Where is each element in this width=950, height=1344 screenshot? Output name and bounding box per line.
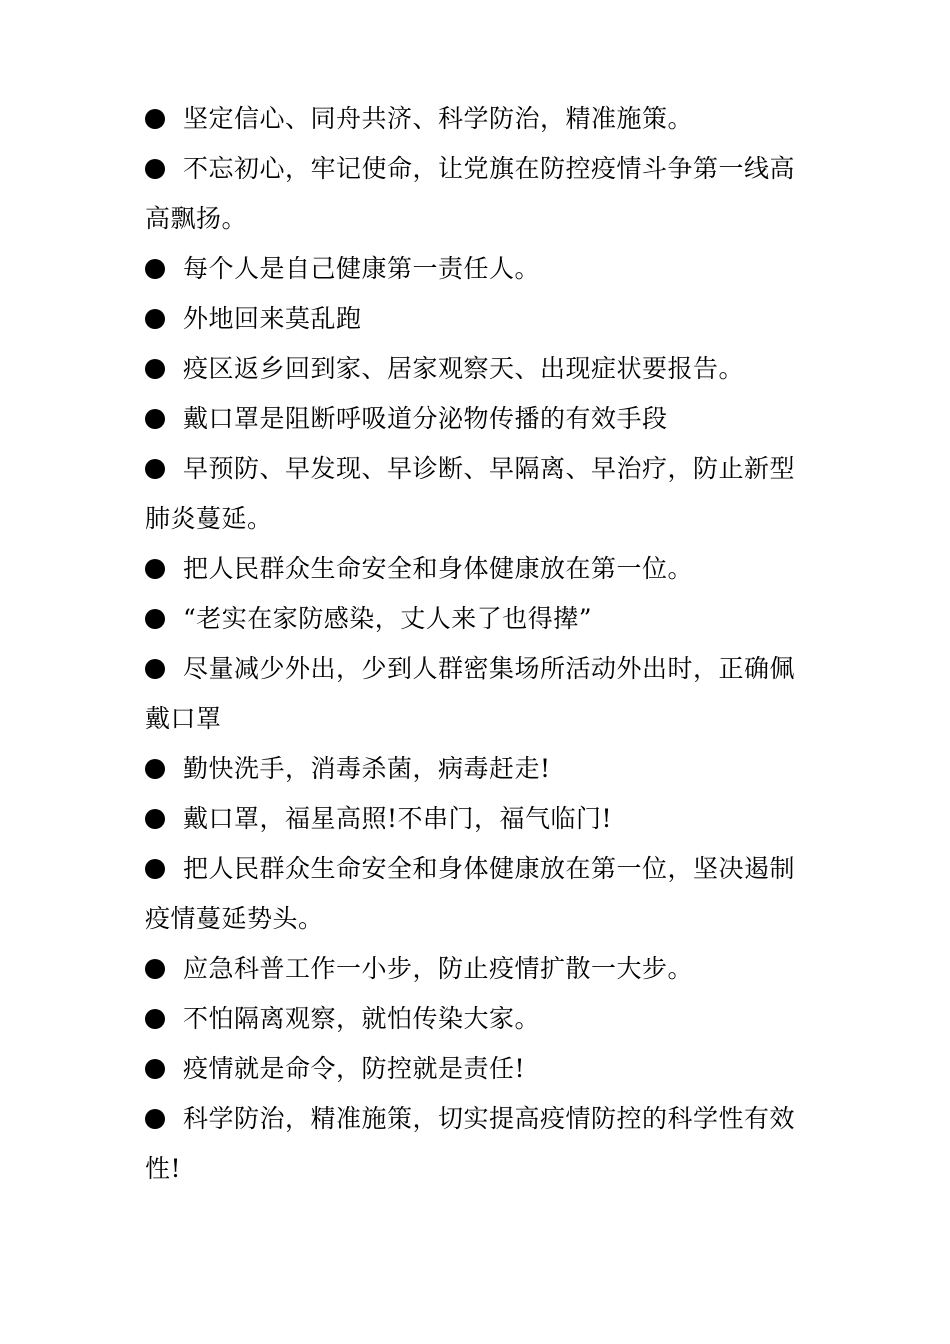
item-text: 应急科普工作一小步，防止疫情扩散一大步。 <box>183 954 694 983</box>
bullet-icon <box>145 309 165 329</box>
item-text: 把人民群众生命安全和身体健康放在第一位，坚决遏制疫情蔓延势头。 <box>145 854 796 933</box>
list-item <box>145 244 797 294</box>
list-item <box>145 144 797 244</box>
list-item <box>145 594 797 644</box>
item-text: 尽量减少外出，少到人群密集场所活动外出时，正确佩戴口罩 <box>145 654 796 733</box>
item-text: 每个人是自己健康第一责任人。 <box>183 254 541 283</box>
list-item <box>145 94 797 144</box>
bullet-icon <box>145 409 165 429</box>
bullet-icon <box>145 259 165 279</box>
list-item <box>145 544 797 594</box>
item-text: 戴口罩是阻断呼吸道分泌物传播的有效手段 <box>183 404 668 433</box>
bullet-icon <box>145 759 165 779</box>
item-text: 早预防、早发现、早诊断、早隔离、早治疗，防止新型肺炎蔓延。 <box>145 454 796 533</box>
slogan-list <box>145 94 797 1194</box>
bullet-icon <box>145 559 165 579</box>
bullet-icon <box>145 1059 165 1079</box>
bullet-icon <box>145 659 165 679</box>
item-text: 坚定信心、同舟共济、科学防治，精准施策。 <box>183 104 694 133</box>
list-item <box>145 794 797 844</box>
list-item <box>145 294 797 344</box>
item-text: 勤快洗手，消毒杀菌，病毒赶走! <box>183 754 551 783</box>
item-text: 不忘初心，牢记使命，让党旗在防控疫情斗争第一线高高飘扬。 <box>145 154 796 233</box>
bullet-icon <box>145 809 165 829</box>
bullet-icon <box>145 959 165 979</box>
list-item <box>145 644 797 744</box>
list-item <box>145 994 797 1044</box>
item-text: 戴口罩，福星高照!不串门，福气临门! <box>183 804 613 833</box>
item-text: 外地回来莫乱跑 <box>183 304 362 333</box>
list-item <box>145 444 797 544</box>
list-item <box>145 844 797 944</box>
list-item <box>145 344 797 394</box>
item-text: 把人民群众生命安全和身体健康放在第一位。 <box>183 554 694 583</box>
list-item <box>145 394 797 444</box>
list-item <box>145 1044 797 1094</box>
bullet-icon <box>145 859 165 879</box>
item-text: 科学防治，精准施策，切实提高疫情防控的科学性有效性! <box>145 1104 796 1183</box>
bullet-icon <box>145 1009 165 1029</box>
list-item <box>145 744 797 794</box>
bullet-icon <box>145 459 165 479</box>
bullet-icon <box>145 109 165 129</box>
bullet-icon <box>145 359 165 379</box>
item-text: 疫区返乡回到家、居家观察天、出现症状要报告。 <box>183 354 745 383</box>
bullet-icon <box>145 1109 165 1129</box>
item-text: “老实在家防感染，丈人来了也得撵” <box>183 604 593 633</box>
list-item <box>145 944 797 994</box>
list-item <box>145 1094 797 1194</box>
bullet-icon <box>145 159 165 179</box>
item-text: 疫情就是命令，防控就是责任! <box>183 1054 526 1083</box>
item-text: 不怕隔离观察，就怕传染大家。 <box>183 1004 541 1033</box>
bullet-icon <box>145 609 165 629</box>
